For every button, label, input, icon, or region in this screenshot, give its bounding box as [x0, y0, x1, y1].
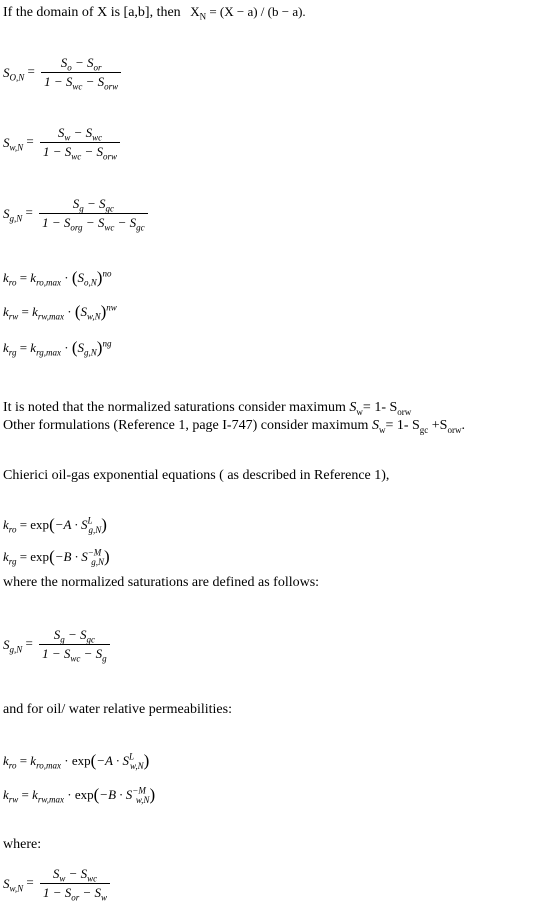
equation-sw-normalized: $S_{w,N}$ = $\frac{S_w - S_{wc}}{1 - S_{wc} - S_{orw}}$	[3, 125, 123, 160]
where-text: where:	[3, 837, 42, 852]
chierici-heading: Chierici oil-gas exponential equations ( as described in Reference 1),	[3, 468, 390, 483]
note-other-formulations: Other formulations (Reference 1, page I-747) consider maximum $S_w= 1-$ $S_{gc} +S_{orw}$.	[3, 418, 465, 435]
oil-water-heading: and for oil/ water relative permeabilities:	[3, 702, 232, 717]
note-normalized-saturations: It is noted that the normalized saturations consider maximum $S_w= 1-$ $S_{orw}$	[3, 400, 412, 417]
equation-so-normalized: $S_{O,N}$ = $\frac{S_o - S_{or}}{1 - S_{wc} - S_{orw}}$	[3, 55, 124, 90]
intro-line	[3, 4, 306, 21]
equation-chierici-krg: $k_{rg} = \exp(-B \cdot S^{-M}_{g,N})$	[3, 547, 110, 567]
equation-sg-normalized-chierici: $S_{g,N}$ = $\frac{S_g - S_{gc}}{1 - S_{wc} - S_g}$	[3, 627, 113, 662]
equation-sw-normalized-ow: $S_{w,N}$ = $\frac{S_w - S_{wc}}{1 - S_{or} - S_w}$	[3, 866, 113, 901]
intro-formula: $X_N = (X - a) / (b - a)$.	[190, 4, 306, 22]
equation-chierici-kro: $k_{ro} = \exp(-A \cdot S^L_{g,N})$	[3, 515, 107, 535]
equation-krw-power: $k_{rw} = k_{rw,max} \cdot (S_{w,N})^{nw}$	[3, 302, 117, 322]
equation-sg-normalized: $S_{g,N}$ = $\frac{S_g - S_{gc}}{1 - S_{org} - S_{wc} - S_{gc}}$	[3, 196, 151, 231]
equation-kro-power: $k_{ro} = k_{ro,max} \cdot (S_{o,N})^{no}$	[3, 268, 112, 288]
where-normalized-text: where the normalized saturations are defined as follows:	[3, 575, 320, 590]
equation-ow-krw: $k_{rw} = k_{rw,max} \cdot \exp(-B \cdot S^{-M}_{w,N})$	[3, 785, 156, 805]
intro-text: If the domain of X is [a,b], then	[3, 5, 181, 20]
equation-ow-kro: $k_{ro} = k_{ro,max} \cdot \exp(-A \cdot S^L_{w,N})$	[3, 751, 150, 771]
equation-krg-power: $k_{rg} = k_{rg,max} \cdot (S_{g,N})^{ng}$	[3, 338, 112, 358]
